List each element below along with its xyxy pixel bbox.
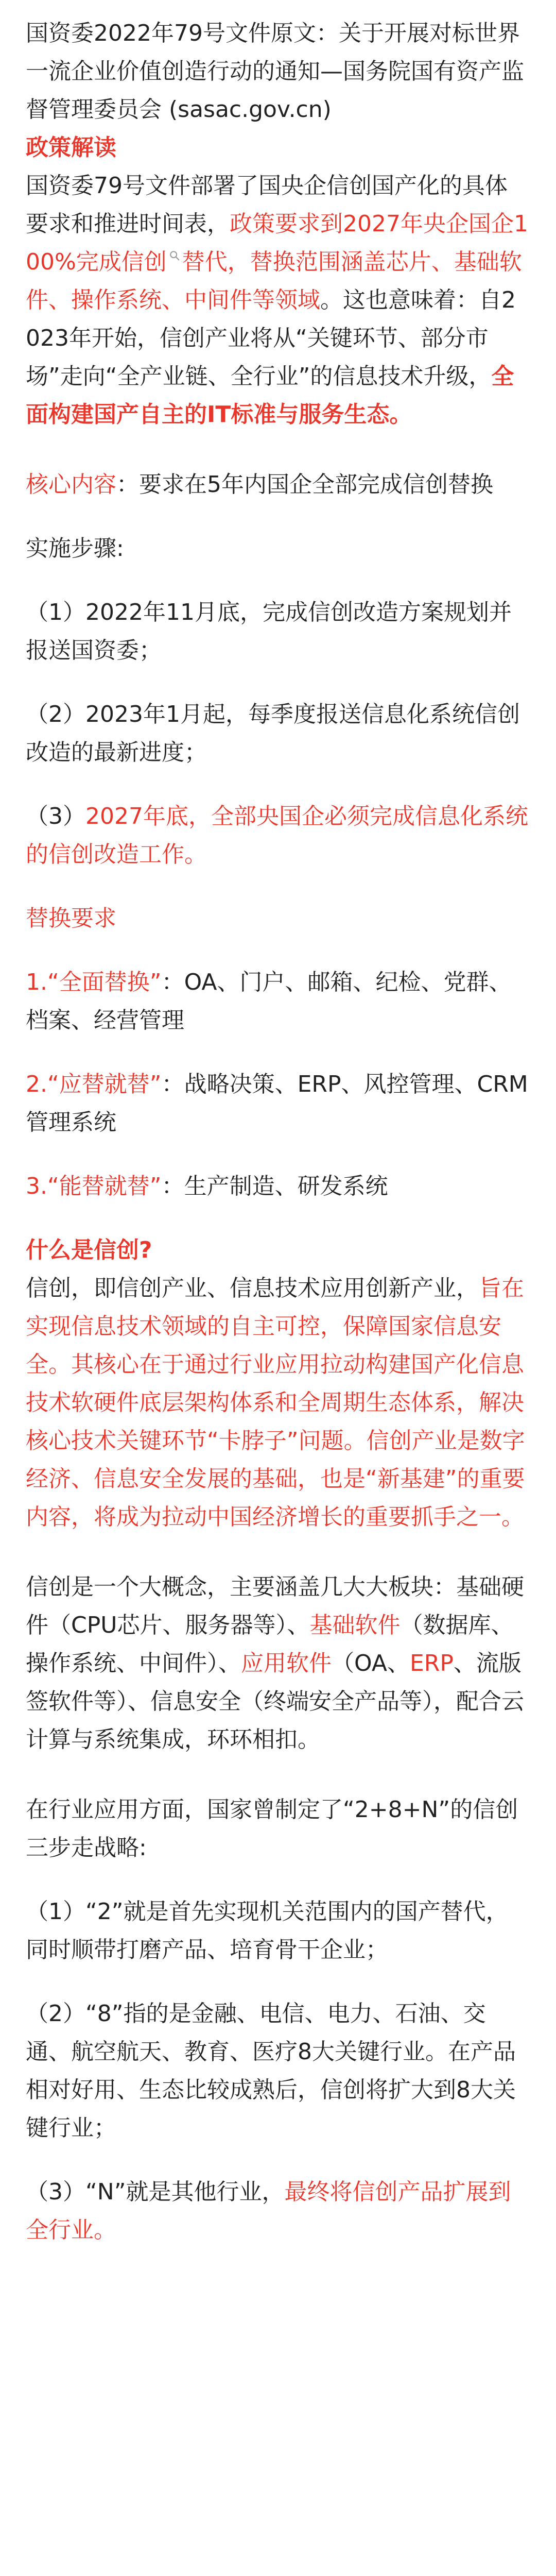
replace-item-3 <box>26 1167 529 1206</box>
strategy-intro <box>26 1791 529 1867</box>
concept-paragraph <box>26 1568 529 1759</box>
steps-title <box>26 530 529 568</box>
strategy-intro-text: 在行业应用方面，国家曾制定了“2+8+N”的信创三步走战略: <box>26 1797 518 1861</box>
title-text: 国资委2022年79号文件原文：关于开展对标世界一流企业价值创造行动的通知—国务院国有资产监督管理委员会 (sasac.gov.cn) <box>26 20 524 123</box>
step-1-text: （1）2022年11月底，完成信创改造方案规划并报送国资委； <box>26 599 512 664</box>
core-label: 核心内容 <box>26 471 116 498</box>
concept-red-1: 基础软件 <box>309 1612 401 1638</box>
what-heading-text: 什么是信创? <box>26 1237 152 1263</box>
strategy-1-text: （1）“2”就是首先实现机关范围内的国产替代，同时顺带打磨产品、培育骨干企业； <box>26 1899 509 1963</box>
policy-red-1a: 政策要求到2027年央企国企100%完成信创 <box>26 211 528 275</box>
step-2-text: （2）2023年1月起，每季度报送信息化系统信创改造的最新进度； <box>26 701 520 766</box>
what-text-1: 信创，即信创产业、信息技术应用创新产业， <box>26 1275 479 1301</box>
policy-bold-red: 全面构建国产自主的IT标准与服务生态。 <box>26 363 514 428</box>
policy-heading-text: 政策解读 <box>26 134 116 161</box>
policy-red-1b: 替代，替换范围涵盖芯片、基础软件、操作系统、中间件等领域 <box>26 249 522 313</box>
replace-3-label: 3.“能替就替” <box>26 1173 162 1199</box>
steps-title-text: 实施步骤: <box>26 535 124 562</box>
what-paragraph <box>26 1269 529 1536</box>
what-red-1: 旨在实现信息技术领域的自主可控，保障国家信息安全。其核心在于通过行业应用拉动构建国产化信息技术软硬件底层架构体系和全周期生态体系，解决核心技术关键环节“卡脖子”问题。信创产业是数字经济、信息安全发展的基础，也是“新基建”的重要内容，将成为拉动中国经济增长的重要抓手之一。 <box>26 1275 525 1530</box>
concept-red-2: 应用软件 <box>241 1650 332 1676</box>
policy-text-2: 。这也意味着：自2023年开始，信创产业将从“关键环节、部分市场”走向“全产业链、全行业”的信息技术升级， <box>26 287 516 389</box>
article-title <box>26 14 529 129</box>
strategy-2 <box>26 1995 529 2147</box>
strategy-1 <box>26 1893 529 1969</box>
core-text: ：要求在5年内国企全部完成信创替换 <box>116 471 493 498</box>
what-heading <box>26 1231 529 1269</box>
strategy-2-text: （2）“8”指的是金融、电信、电力、石油、交通、航空航天、教育、医疗8大关键行业。在产品相对好用、生态比较成熟后，信创将扩大到8大关键行业； <box>26 2001 516 2141</box>
replace-heading-text: 替换要求 <box>26 905 116 931</box>
core-content <box>26 466 529 504</box>
step-3 <box>26 798 529 874</box>
replace-item-2 <box>26 1065 529 1142</box>
step-1 <box>26 594 529 670</box>
step-3-red: 2027年底，全部央国企必须完成信息化系统的信创改造工作。 <box>26 803 528 868</box>
replace-3-text: ：生产制造、研发系统 <box>161 1173 388 1199</box>
concept-text-1: 信创是一个大概念，主要涵盖几大大板块：基础硬件（CPU芯片、服务器等）、 <box>26 1574 524 1638</box>
replace-2-text: ：战略决策、ERP、风控管理、CRM管理系统 <box>26 1071 528 1136</box>
replace-1-label: 1.“全面替换” <box>26 969 162 995</box>
policy-heading <box>26 129 529 167</box>
replace-1-text: ：OA、门户、邮箱、纪检、党群、档案、经营管理 <box>26 969 512 1033</box>
concept-text-4: 、流版签软件等）、信息安全（终端安全产品等），配合云计算与系统集成，环环相扣。 <box>26 1650 524 1753</box>
strategy-3-red: 最终将信创产品扩展到全行业。 <box>26 2179 511 2243</box>
replace-heading <box>26 900 529 938</box>
search-icon[interactable] <box>169 250 180 261</box>
policy-paragraph <box>26 167 529 434</box>
step-3-prefix: （3） <box>26 803 85 829</box>
replace-2-label: 2.“应替就替” <box>26 1071 162 1097</box>
policy-text-1: 国资委79号文件部署了国央企信创国产化的具体要求和推进时间表， <box>26 173 508 237</box>
strategy-3 <box>26 2173 529 2249</box>
concept-red-3: ERP <box>409 1650 454 1676</box>
concept-text-3: （OA、 <box>332 1650 410 1676</box>
replace-item-1 <box>26 963 529 1040</box>
step-2 <box>26 696 529 772</box>
concept-text-2: （数据库、操作系统、中间件）、 <box>26 1612 514 1676</box>
strategy-3-prefix: （3）“N”就是其他行业， <box>26 2179 285 2205</box>
